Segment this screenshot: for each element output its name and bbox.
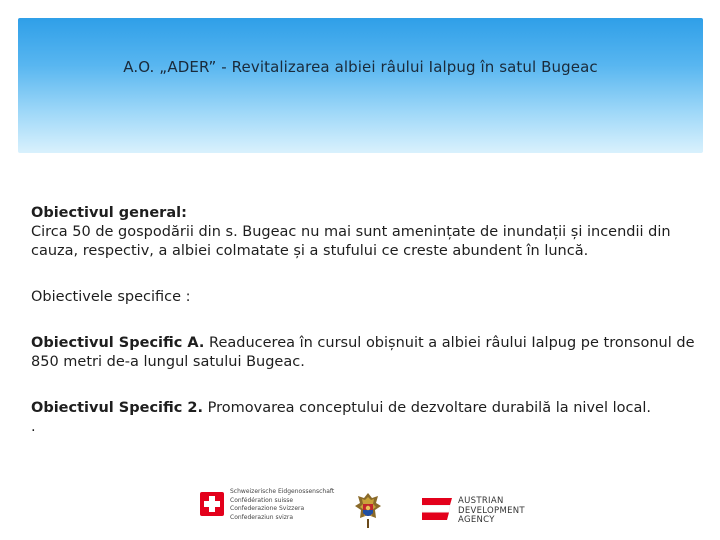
specific-objective-2 (31, 399, 701, 418)
slide-body (31, 204, 701, 437)
title-banner (18, 18, 703, 153)
specific-objectives-heading: Obiectivele specifice : (31, 289, 191, 305)
specific-objective-2-label: Obiectivul Specific 2. (31, 400, 204, 416)
moldova-coat-of-arms-icon (352, 490, 384, 530)
specific-objective-a (31, 334, 701, 372)
specific-objective-2-text: Promovarea conceptului de dezvoltare durabilă la nivel local. (203, 400, 651, 416)
swiss-line: Confederazione Svizzera (230, 505, 305, 512)
swiss-line: Confederaziun svizra (230, 513, 294, 521)
specific-objective-a-label: Obiectivul Specific A. (31, 335, 205, 351)
general-objective-heading: Obiectivul general: (31, 205, 187, 221)
ada-line: AGENCY (458, 515, 495, 525)
swiss-line: Confédération suisse (230, 496, 294, 504)
partner-logos (200, 488, 530, 530)
slide-title: A.O. „ADER” - Revitalizarea albiei râului Ialpug în satul Bugeac (123, 58, 598, 76)
austria-flag-icon (422, 498, 452, 520)
swiss-line: Schweizerische Eidgenossenschaft (230, 488, 335, 495)
trailing-dot: . (31, 419, 36, 435)
swiss-confederation-text (230, 488, 350, 522)
swiss-flag-icon (200, 492, 224, 516)
general-objective-text: Circa 50 de gospodării din s. Bugeac nu mai sunt amenințate de inundații și incendii din cauza, respectiv, a albiei colmatate și a stufului ce creste abundent în luncă. (31, 224, 671, 259)
ada-line: AUSTRIAN (458, 496, 504, 506)
specific-objective-a-text: Readucerea în cursul obișnuit a albiei râului Ialpug pe tronsonul de 850 metri de-a lungul satului Bugeac. (31, 335, 695, 370)
austrian-development-agency-text (458, 497, 525, 526)
ada-line: DEVELOPMENT (458, 505, 525, 516)
